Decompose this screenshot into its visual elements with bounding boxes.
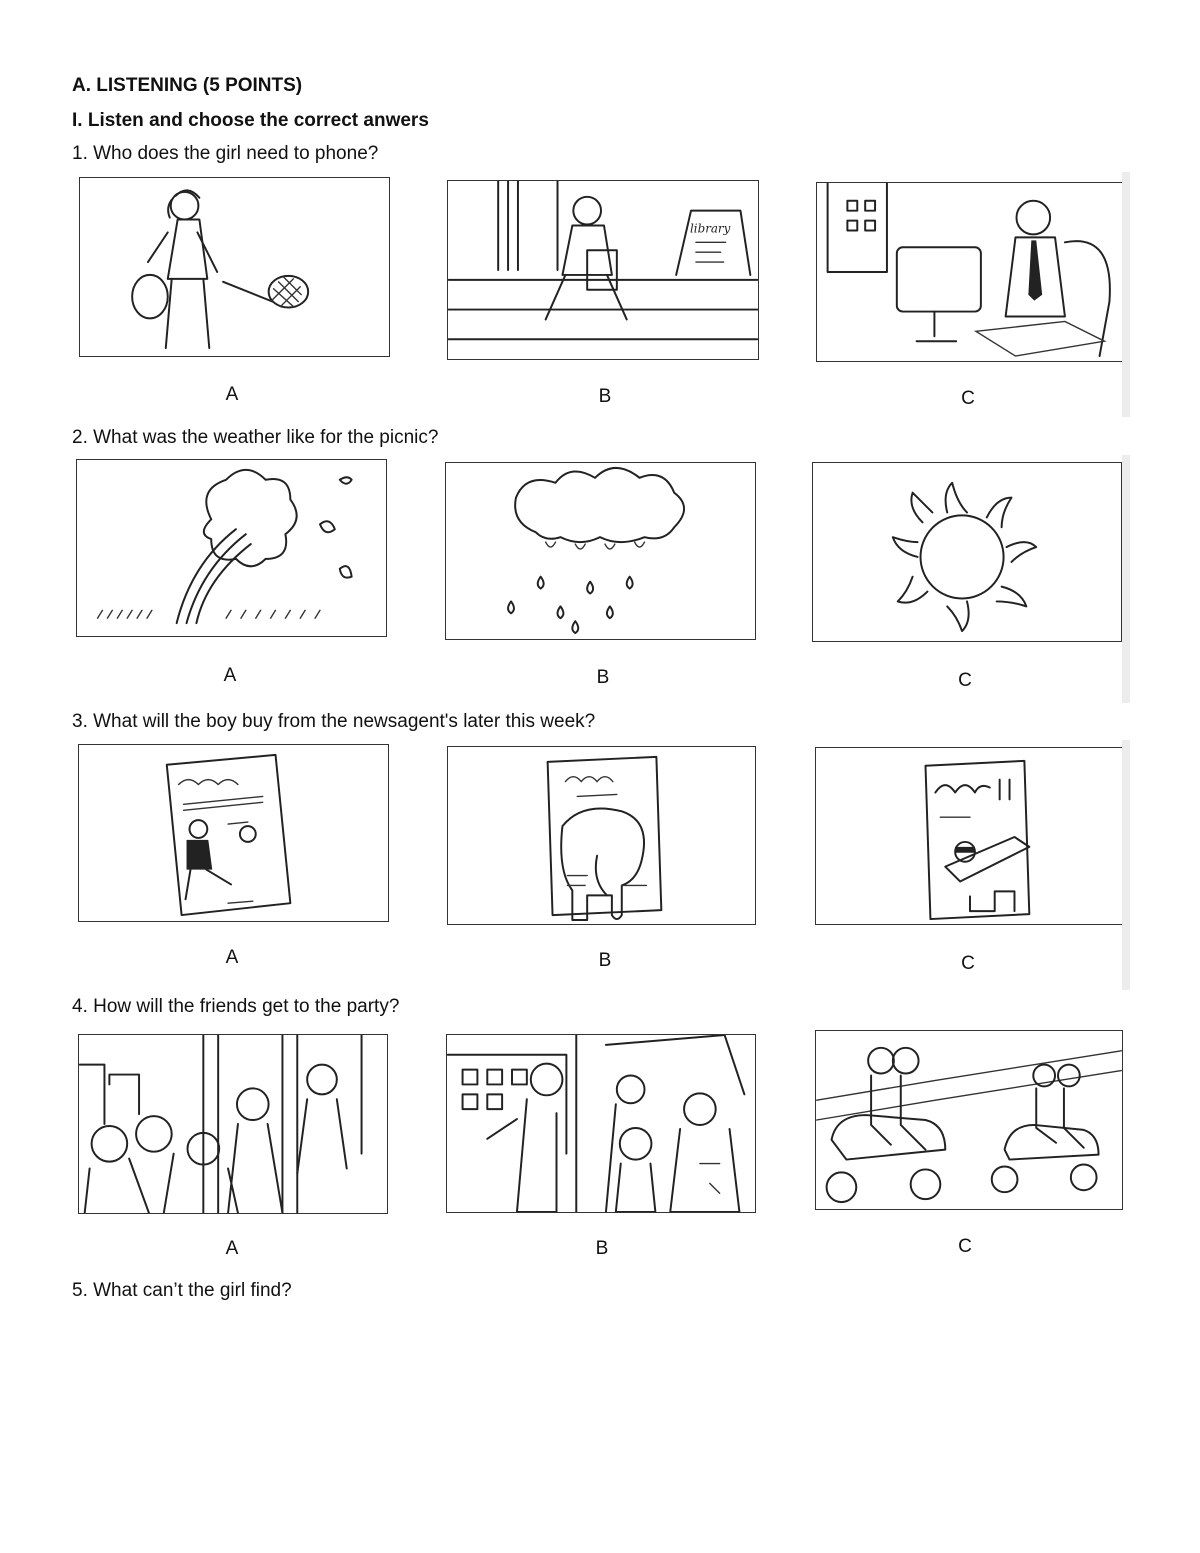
- scan-edge-shadow: [1122, 172, 1130, 417]
- q3-option-b-label: B: [598, 950, 612, 971]
- q4-option-a-label: A: [225, 1238, 239, 1259]
- q4-option-c-label: C: [958, 1236, 972, 1257]
- q3-option-a-label: A: [225, 947, 239, 968]
- library-sign-text: library: [690, 221, 731, 236]
- q3-picture-c-superhero-magazine[interactable]: [815, 747, 1123, 925]
- question-4: 4. How will the friends get to the party?: [72, 996, 400, 1017]
- q2-option-a-label: A: [223, 665, 237, 686]
- q3-option-c-label: C: [961, 953, 975, 974]
- q3-picture-b-elephant-magazine[interactable]: [447, 746, 756, 925]
- section-title: A. LISTENING (5 POINTS): [72, 75, 303, 96]
- scan-edge-shadow: [1122, 740, 1130, 990]
- q1-picture-b-library-student[interactable]: [447, 180, 759, 360]
- question-2: 2. What was the weather like for the picnic?: [72, 427, 439, 448]
- question-1: 1. Who does the girl need to phone?: [72, 143, 379, 164]
- q2-option-c-label: C: [958, 670, 972, 691]
- question-5: 5. What can’t the girl find?: [72, 1280, 292, 1301]
- q4-picture-c-scooters[interactable]: [815, 1030, 1123, 1210]
- scan-edge-shadow: [1122, 455, 1130, 703]
- q1-picture-a-tennis-girl[interactable]: [79, 177, 390, 357]
- instruction: I. Listen and choose the correct anwers: [72, 110, 429, 131]
- q2-picture-b-rainy[interactable]: [445, 462, 756, 640]
- q1-option-a-label: A: [225, 384, 239, 405]
- q2-option-b-label: B: [596, 667, 610, 688]
- q1-option-c-label: C: [961, 388, 975, 409]
- q3-picture-a-football-magazine[interactable]: [78, 744, 389, 922]
- q4-picture-b-friends-walking[interactable]: [446, 1034, 756, 1213]
- q2-picture-c-sunny[interactable]: [812, 462, 1122, 642]
- q2-picture-a-windy[interactable]: [76, 459, 387, 637]
- q1-option-b-label: B: [598, 386, 612, 407]
- question-3: 3. What will the boy buy from the newsagent's later this week?: [72, 711, 596, 732]
- q1-picture-c-office-man[interactable]: [816, 182, 1125, 362]
- q4-picture-a-bus-passengers[interactable]: [78, 1034, 388, 1214]
- q4-option-b-label: B: [595, 1238, 609, 1259]
